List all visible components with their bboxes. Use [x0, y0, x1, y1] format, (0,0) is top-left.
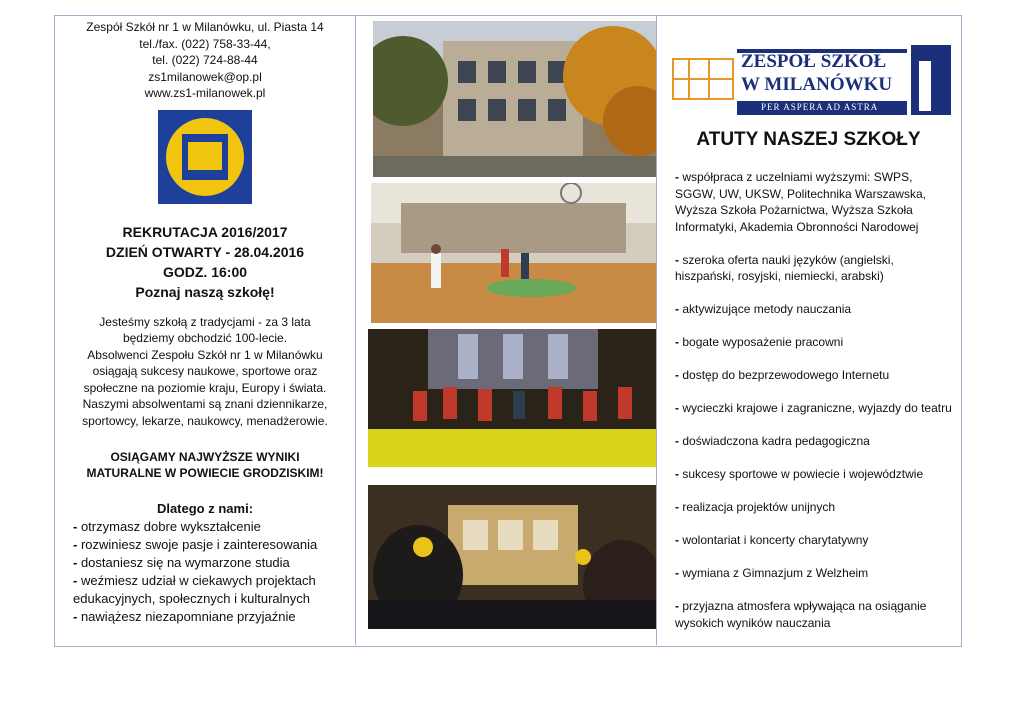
list-item: - sukcesy sportowe w powiecie i województwie: [675, 466, 955, 483]
school-address: [73, 19, 337, 102]
list-item: - weźmiesz udział w ciekawych projektach edukacyjnych, społecznych i kulturalnych: [73, 572, 337, 608]
intro-line: Naszymi absolwentami są znani dziennikarze,: [82, 397, 328, 411]
list-item: - przyjazna atmosfera wpływająca na osiąganie wysokich wyników nauczania: [675, 598, 955, 631]
intro-line: będziemy obchodzić 100-lecie.: [122, 331, 288, 345]
advantages-list: [675, 169, 955, 648]
why-list: [73, 518, 337, 626]
intro-line: społeczne na poziomie kraju, Europy i świata.: [83, 380, 327, 395]
why-title: Dlatego z nami:: [156, 501, 254, 516]
brand-motto: PER ASPERA AD ASTRA: [761, 102, 879, 112]
brand-number: 1: [924, 49, 931, 63]
school-building-photo: [373, 21, 656, 177]
slogan: Poznaj naszą szkołę!: [135, 283, 275, 300]
open-day-time: GODZ. 16:00: [162, 263, 248, 280]
lo-emblem-logo: [158, 110, 252, 204]
recruitment-year: REKRUTACJA 2016/2017: [122, 223, 288, 240]
open-day: DZIEŃ OTWARTY - 28.04.2016: [105, 243, 305, 260]
list-item: - rozwiniesz swoje pasje i zainteresowania: [73, 536, 337, 554]
advantages-title: ATUTY NASZEJ SZKOŁY: [696, 129, 921, 150]
recruitment-block: [73, 222, 337, 302]
performance-photo: [368, 329, 656, 467]
intro-line: Jesteśmy szkołą z tradycjami - za 3 lata: [99, 314, 311, 329]
list-item: - wolontariat i koncerty charytatywny: [675, 532, 955, 549]
list-item: - bogate wyposażenie pracowni: [675, 334, 955, 351]
list-item: - otrzymasz dobre wykształcenie: [73, 518, 337, 536]
brand-line-2: W MILANÓWKU: [741, 74, 893, 95]
photo-column: [356, 15, 656, 645]
left-column: [55, 15, 355, 645]
results-line: OSIĄGAMY NAJWYŻSZE WYNIKI: [110, 450, 300, 464]
list-item: - dostęp do bezprzewodowego Internetu: [675, 367, 955, 384]
list-item: - wymiana z Gimnazjum z Welzheim: [675, 565, 955, 582]
phone: tel. (022) 724-88-44: [152, 53, 258, 67]
website: www.zs1-milanowek.pl: [144, 86, 266, 100]
list-item: - nawiążesz niezapomniane przyjaźnie: [73, 608, 337, 626]
intro-text: [73, 314, 337, 430]
list-item: - szeroka oferta nauki języków (angielski, hiszpański, rosyjski, niemiecki, arabski): [675, 252, 955, 285]
list-item: - wycieczki krajowe i zagraniczne, wyjazdy do teatru: [675, 400, 955, 417]
gym-photo: [371, 183, 656, 323]
results-heading: [73, 449, 337, 481]
phone-fax: tel./fax. (022) 758-33-44,: [139, 36, 271, 51]
right-column: [657, 15, 960, 645]
intro-line: sportowcy, lekarze, naukowcy, menadżerowie.: [82, 413, 328, 428]
list-item: - doświadczona kadra pedagogiczna: [675, 433, 955, 450]
intro-line: osiągają sukcesy naukowe, sportowe oraz: [92, 364, 318, 378]
address-line: Zespół Szkół nr 1 w Milanówku, ul. Piasta 14: [86, 20, 324, 34]
list-item: - aktywizujące metody nauczania: [675, 301, 955, 318]
email: zs1milanowek@op.pl: [148, 69, 262, 84]
shooting-range-photo: [368, 485, 656, 629]
list-item: - realizacja projektów unijnych: [675, 499, 955, 516]
results-line: MATURALNE W POWIECIE GRODZISKIM!: [86, 466, 324, 480]
intro-line: Absolwenci Zespołu Szkół nr 1 w Milanówku: [87, 347, 323, 362]
list-item: - dostaniesz się na wymarzone studia: [73, 554, 337, 572]
list-item: - współpraca z uczelniami wyższymi: SWPS, SGGW, UW, UKSW, Politechnika Warszawska, Wyższa Szkoła Pożarnictwa, Wyższa Szkoła Informatyki, Akademia Obronności Narodowej: [675, 169, 955, 235]
zs1-brand-logo: [669, 41, 954, 117]
brand-line-1: ZESPÓŁ SZKÓŁ: [741, 51, 887, 72]
